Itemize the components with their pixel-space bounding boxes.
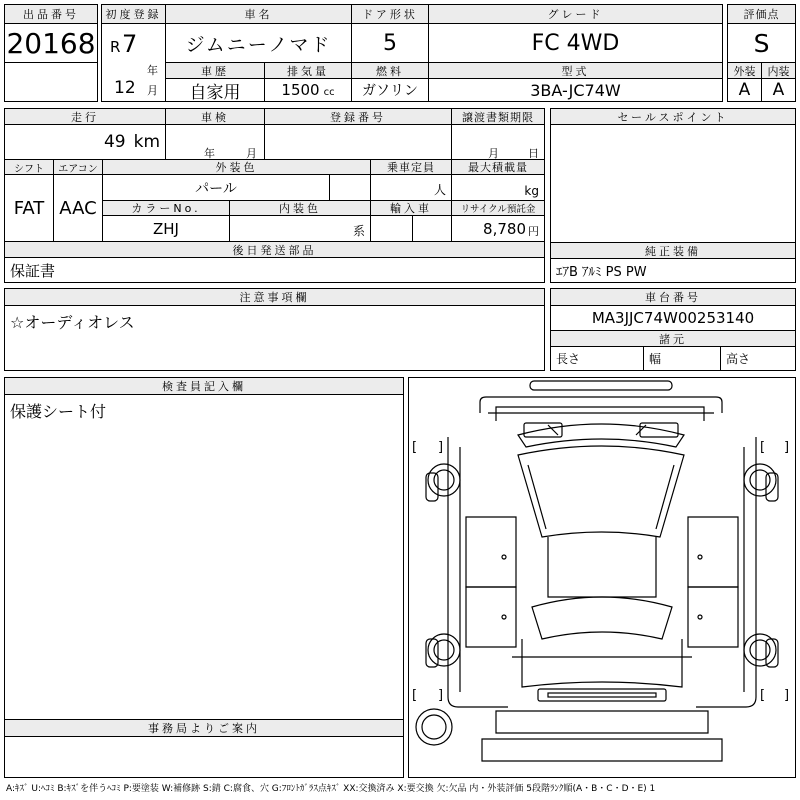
- fuel-value: ガソリン: [351, 78, 429, 102]
- height-label: 高さ: [720, 346, 796, 371]
- transfer-deadline-label: 譲渡書類期限: [451, 108, 545, 125]
- office-notice-value: [4, 736, 404, 778]
- exterior-color-label: 外装色: [102, 159, 371, 175]
- sales-point-value: [550, 124, 796, 243]
- bracket-left-bottom: [: [412, 688, 418, 703]
- specs-label: 諸元: [550, 330, 796, 347]
- car-history-value: 自家用: [165, 78, 265, 102]
- transfer-day-unit: 日: [528, 147, 539, 160]
- first-registration-box: [101, 23, 166, 102]
- transfer-deadline-box: [451, 124, 545, 160]
- aircon-label: エアコン: [53, 159, 103, 175]
- later-parts-label: 後日発送部品: [4, 241, 545, 258]
- registration-year: 7: [122, 30, 138, 58]
- interior-grade-label: 内装: [761, 62, 796, 79]
- exterior-grade-value: A: [727, 78, 762, 102]
- registration-month: 12: [114, 78, 136, 98]
- month-unit: 月: [147, 84, 158, 97]
- recycle-deposit-box: [451, 215, 545, 242]
- mileage-label: 走行: [4, 108, 166, 125]
- chassis-number-value: MA3JJC74W00253140: [550, 305, 796, 331]
- equipment-label: 純正装備: [550, 242, 796, 259]
- length-label: 長さ: [550, 346, 644, 371]
- caution-label: 注意事項欄: [4, 288, 545, 306]
- inspector-notes-label: 検査員記入欄: [4, 377, 404, 395]
- office-notice-label: 事務局よりご案内: [4, 719, 404, 737]
- bracket-right-top-l: ]: [438, 440, 444, 455]
- chassis-number-label: 車台番号: [550, 288, 796, 306]
- score-value: S: [727, 23, 796, 63]
- capacity-label: 乗車定員: [370, 159, 452, 175]
- score-label: 評価点: [727, 4, 796, 24]
- model-code-value: 3BA-JC74W: [428, 78, 723, 102]
- color-number-label: カラーNo.: [102, 200, 230, 216]
- car-name-label: 車名: [165, 4, 352, 24]
- caution-value: ☆オーディオレス: [4, 305, 545, 371]
- displacement-box: [264, 78, 352, 102]
- recycle-deposit-value: 8,780: [483, 219, 526, 238]
- capacity-unit: 人: [370, 174, 452, 201]
- transfer-month-unit: 月: [488, 147, 499, 160]
- color-number-value: ZHJ: [102, 215, 230, 242]
- door-type-label: ドア形状: [351, 4, 429, 24]
- recycle-deposit-label: リサイクル預託金: [451, 200, 545, 216]
- fuel-label: 燃料: [351, 62, 429, 79]
- later-parts-value: 保証書: [4, 257, 545, 283]
- bracket-left-top: [: [412, 440, 418, 455]
- lot-number-value: 20168: [4, 23, 98, 63]
- aircon-value: AAC: [53, 174, 103, 242]
- car-body-diagram: [408, 377, 796, 778]
- shift-value: FAT: [4, 174, 54, 242]
- import-car-label: 輸入車: [370, 200, 452, 216]
- plate-number-label: 登録番号: [264, 108, 452, 125]
- inspection-box: [165, 124, 265, 160]
- inspector-notes-value: 保護シート付: [4, 394, 404, 720]
- door-type-value: 5: [351, 23, 429, 63]
- car-name-value: ジムニーノマド: [165, 23, 352, 63]
- first-registration-label: 初度登録: [101, 4, 166, 24]
- car-history-label: 車歴: [165, 62, 265, 79]
- import-car-right: [412, 215, 452, 242]
- lot-number-blank: [4, 62, 98, 102]
- inspection-month-unit: 月: [246, 147, 257, 160]
- grade-value: FC 4WD: [428, 23, 723, 63]
- bracket-right-top-r: ]: [784, 440, 790, 455]
- interior-color-unit: 系: [229, 215, 371, 242]
- grade-label: グレード: [428, 4, 723, 24]
- mileage-box: [4, 124, 166, 160]
- displacement-value: 1500: [281, 81, 320, 99]
- bracket-left-bottom-r: [: [760, 688, 766, 703]
- max-load-label: 最大積載量: [451, 159, 545, 175]
- inspection-year-unit: 年: [204, 147, 215, 160]
- exterior-grade-label: 外装: [727, 62, 762, 79]
- exterior-color-extra: [329, 174, 371, 201]
- shift-label: シフト: [4, 159, 54, 175]
- interior-color-label: 内装色: [229, 200, 371, 216]
- damage-legend: A:ｷｽﾞ U:ﾍｺﾐ B:ｷｽﾞを伴うﾍｺﾐ P:要塗装 W:補修跡 S:錆 C:腐食、穴 G:ﾌﾛﾝﾄｶﾞﾗｽ点ｷｽﾞ XX:交換済み X:要交換 欠:欠品 内・外装評価 5段階ﾗﾝｸ順(A・B・C・D・E) 1: [6, 784, 656, 794]
- max-load-unit: kg: [451, 174, 545, 201]
- bracket-right-bottom-l: ]: [438, 688, 444, 703]
- equipment-value: ｴｱB ｱﾙﾐ PS PW: [550, 258, 796, 283]
- plate-number-value: [264, 124, 452, 160]
- mileage-value: 49: [103, 132, 126, 152]
- year-unit: 年: [147, 64, 158, 77]
- width-label: 幅: [643, 346, 721, 371]
- lot-number-label: 出品番号: [4, 4, 98, 24]
- displacement-unit: cc: [323, 86, 335, 98]
- recycle-deposit-unit: 円: [528, 224, 539, 238]
- bracket-left-top-r: [: [760, 440, 766, 455]
- interior-grade-value: A: [761, 78, 796, 102]
- mileage-unit: km: [133, 132, 160, 152]
- displacement-label: 排気量: [264, 62, 352, 79]
- era-letter: R: [110, 38, 121, 56]
- inspection-label: 車検: [165, 108, 265, 125]
- bracket-right-bottom-r: ]: [784, 688, 790, 703]
- exterior-color-value: パール: [102, 174, 330, 201]
- sales-point-label: セールスポイント: [550, 108, 796, 125]
- import-car-left: [370, 215, 413, 242]
- model-code-label: 型式: [428, 62, 723, 79]
